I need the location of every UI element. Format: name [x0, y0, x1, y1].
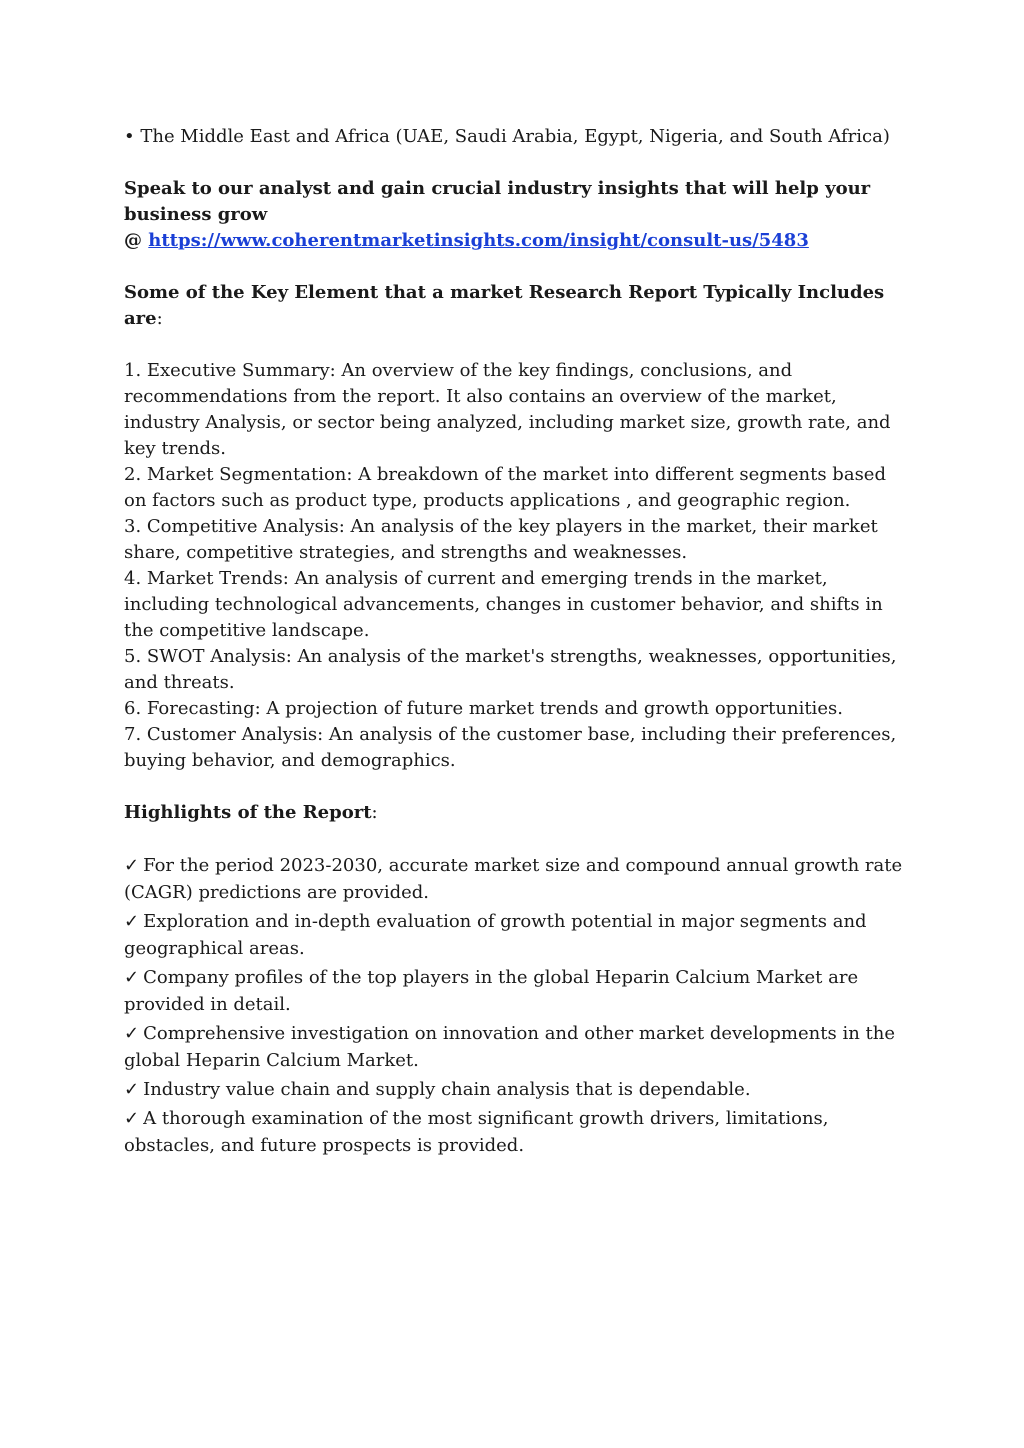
at-sign: @: [124, 230, 149, 251]
list-item-text: For the period 2023-2030, accurate market size and compound annual growth rate (CAGR) predictions are provided.: [124, 855, 903, 903]
spacer: [124, 254, 904, 280]
list-item: [124, 964, 904, 1018]
spacer: [124, 774, 904, 800]
list-item: 7. Customer Analysis: An analysis of the customer base, including their preferences, buying behavior, and demographics.: [124, 724, 897, 771]
list-item: 5. SWOT Analysis: An analysis of the market's strengths, weaknesses, opportunities, and threats.: [124, 646, 897, 693]
check-icon: ✓: [124, 967, 140, 988]
key-elements-heading: [124, 280, 904, 332]
list-item: 4. Market Trends: An analysis of current and emerging trends in the market, including technological advancements, changes in customer behavior, and shifts in the competitive landscape.: [124, 568, 883, 641]
spacer: [124, 150, 904, 176]
list-item: 2. Market Segmentation: A breakdown of the market into different segments based on factors such as product type, products applications , and geographic region.: [124, 464, 886, 511]
check-icon: ✓: [124, 855, 140, 876]
key-elements-list: [124, 358, 904, 774]
list-item-text: Comprehensive investigation on innovation and other market developments in the global Heparin Calcium Market.: [124, 1023, 895, 1071]
list-item: 6. Forecasting: A projection of future market trends and growth opportunities.: [124, 698, 843, 719]
list-item-text: A thorough examination of the most significant growth drivers, limitations, obstacles, and future prospects is provided.: [124, 1108, 829, 1156]
region-bullet: • The Middle East and Africa (UAE, Saudi Arabia, Egypt, Nigeria, and South Africa): [124, 126, 890, 147]
list-item-text: Exploration and in-depth evaluation of growth potential in major segments and geographical areas.: [124, 911, 867, 959]
check-icon: ✓: [124, 1079, 140, 1100]
highlights-colon: :: [371, 802, 378, 823]
highlights-heading-text: Highlights of the Report: [124, 802, 372, 823]
key-elements-heading-text: Some of the Key Element that a market Research Report Typically Includes are: [124, 282, 885, 329]
consult-heading: Speak to our analyst and gain crucial industry insights that will help your business grow: [124, 178, 871, 225]
check-icon: ✓: [124, 1023, 140, 1044]
highlights-list: [124, 852, 904, 1159]
document-page: [124, 124, 904, 1161]
list-item: [124, 1020, 904, 1074]
key-elements-colon: :: [156, 308, 163, 329]
list-item: 1. Executive Summary: An overview of the key findings, conclusions, and recommendations from the report. It also contains an overview of the market, industry Analysis, or sector being analyzed, including market size, growth rate, and key trends.: [124, 360, 891, 459]
spacer: [124, 826, 904, 852]
list-item-text: Industry value chain and supply chain analysis that is dependable.: [143, 1079, 751, 1100]
check-icon: ✓: [124, 1108, 140, 1129]
list-item: [124, 1076, 904, 1103]
list-item-text: Company profiles of the top players in the global Heparin Calcium Market are provided in detail.: [124, 967, 859, 1015]
list-item: [124, 852, 904, 906]
list-item: 3. Competitive Analysis: An analysis of the key players in the market, their market share, competitive strategies, and strengths and weaknesses.: [124, 516, 878, 563]
check-icon: ✓: [124, 911, 140, 932]
consult-link[interactable]: https://www.coherentmarketinsights.com/insight/consult-us/5483: [148, 230, 809, 251]
list-item: [124, 908, 904, 962]
highlights-heading: [124, 800, 904, 826]
list-item: [124, 1105, 904, 1159]
spacer: [124, 332, 904, 358]
consult-link-line: [124, 228, 904, 254]
